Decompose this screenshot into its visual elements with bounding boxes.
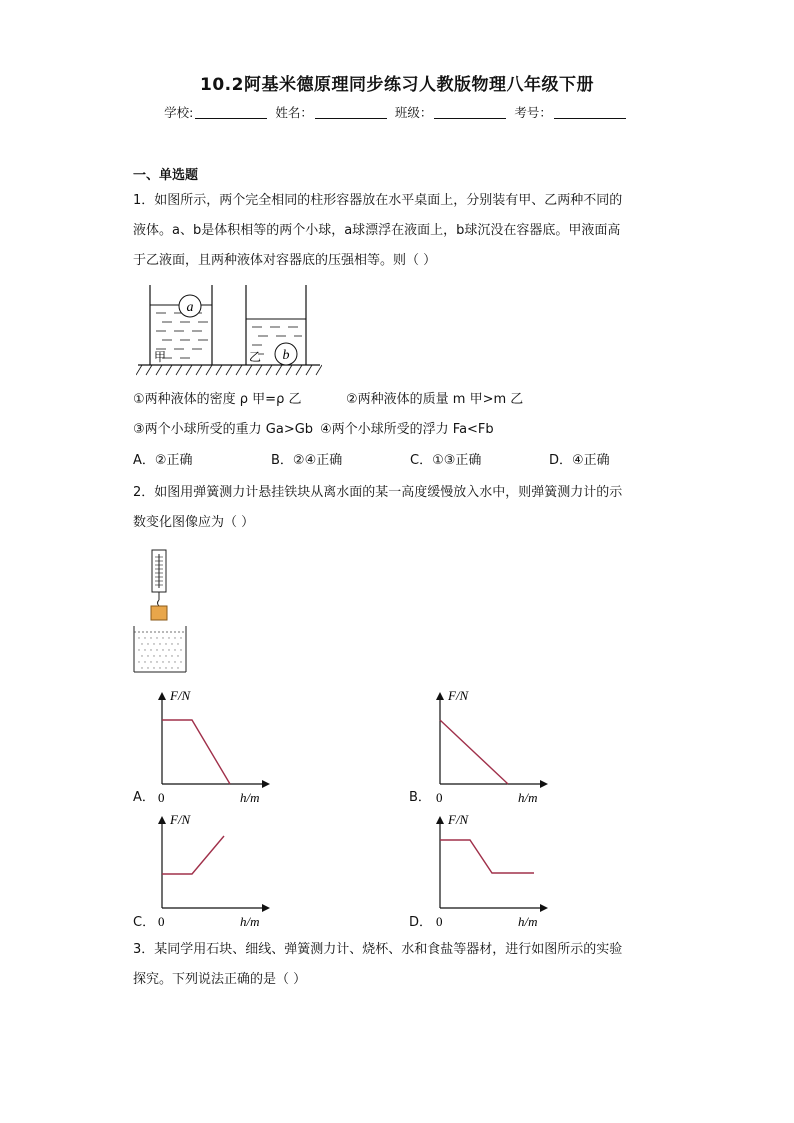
q2-line-2: 数变化图像应为（ ） xyxy=(133,515,255,530)
y-axis-label: F/N xyxy=(170,812,191,827)
graph-option-b xyxy=(428,684,558,808)
graph-curve xyxy=(440,720,508,784)
graph-curve xyxy=(162,836,224,874)
graph-option-c xyxy=(150,808,280,932)
q3-line-1: 3．某同学用石块、细线、弹簧测力计、烧杯、水和食盐等器材，进行如图所示的实验 xyxy=(133,942,623,957)
y-axis-label: F/N xyxy=(448,688,469,703)
class-blank xyxy=(434,106,506,119)
q1-option-b[interactable]: B．②④正确 xyxy=(271,453,343,468)
q1-line-1: 1．如图所示，两个完全相同的柱形容器放在水平桌面上，分别装有甲、乙两种不同的 xyxy=(133,193,623,208)
q1-statement-1: ①两种液体的密度 ρ 甲=ρ 乙 xyxy=(133,392,302,407)
graph-curve xyxy=(440,840,534,873)
origin-label: 0 xyxy=(158,914,165,929)
y-axis-arrow xyxy=(158,692,166,700)
school-label: 学校: xyxy=(164,105,194,120)
x-axis-arrow xyxy=(540,780,548,788)
container-jia xyxy=(150,285,212,365)
graph-option-a xyxy=(150,684,280,808)
y-axis-arrow xyxy=(158,816,166,824)
q2-option-d[interactable]: D． xyxy=(409,915,433,930)
q1-statement-3: ③两个小球所受的重力 Ga>Gb xyxy=(133,422,314,437)
y-axis-arrow xyxy=(436,816,444,824)
q1-statement-2: ②两种液体的质量 m 甲>m 乙 xyxy=(346,392,524,407)
q2-option-c[interactable]: C． xyxy=(133,915,156,930)
q1-statement-4: ④两个小球所受的浮力 Fa<Fb xyxy=(320,422,494,437)
origin-label: 0 xyxy=(436,914,443,929)
ball-b-label: b xyxy=(282,348,290,363)
q2-spring-scale-figure xyxy=(130,548,190,676)
number-label: 考号： xyxy=(514,105,552,120)
q1-option-c[interactable]: C．①③正确 xyxy=(410,453,482,468)
q1-line-2: 液体。a、b是体积相等的两个小球，a球漂浮在液面上，b球沉没在容器底。甲液面高 xyxy=(133,223,621,238)
q3-line-2: 探究。下列说法正确的是（ ） xyxy=(133,972,307,987)
x-axis-arrow xyxy=(540,904,548,912)
x-axis-arrow xyxy=(262,904,270,912)
name-blank xyxy=(315,106,387,119)
number-blank xyxy=(554,106,626,119)
x-axis-arrow xyxy=(262,780,270,788)
container-yi xyxy=(246,285,306,365)
graph-option-d xyxy=(428,808,558,932)
y-axis-label: F/N xyxy=(170,688,191,703)
student-info-line xyxy=(0,103,794,121)
q1-option-a[interactable]: A．②正确 xyxy=(133,453,193,468)
x-axis-label: h/m xyxy=(518,790,538,805)
x-axis-label: h/m xyxy=(240,914,260,929)
ball-a-label: a xyxy=(186,300,194,315)
school-blank xyxy=(195,106,267,119)
class-label: 班级： xyxy=(394,105,433,120)
x-axis-label: h/m xyxy=(240,790,260,805)
q1-option-d[interactable]: D．④正确 xyxy=(549,453,610,468)
page-title: 10.2阿基米德原理同步练习人教版物理八年级下册 xyxy=(200,75,594,95)
origin-label: 0 xyxy=(436,790,443,805)
q2-option-b[interactable]: B． xyxy=(409,790,431,805)
q1-line-3: 于乙液面，且两种液体对容器底的压强相等。则（ ） xyxy=(133,253,437,268)
y-axis-label: F/N xyxy=(448,812,469,827)
x-axis-label: h/m xyxy=(518,914,538,929)
q2-option-a[interactable]: A． xyxy=(133,790,155,805)
y-axis-arrow xyxy=(436,692,444,700)
name-label: 姓名： xyxy=(275,105,313,120)
q1-containers-figure xyxy=(136,283,322,381)
q2-line-1: 2．如图用弹簧测力计悬挂铁块从离水面的某一高度缓慢放入水中，则弹簧测力计的示 xyxy=(133,485,623,500)
section-heading: 一、单选题 xyxy=(133,168,199,183)
liquid-jia-label: 甲 xyxy=(154,350,167,364)
graph-curve xyxy=(162,720,230,784)
origin-label: 0 xyxy=(158,790,165,805)
liquid-yi-label: 乙 xyxy=(249,350,262,364)
